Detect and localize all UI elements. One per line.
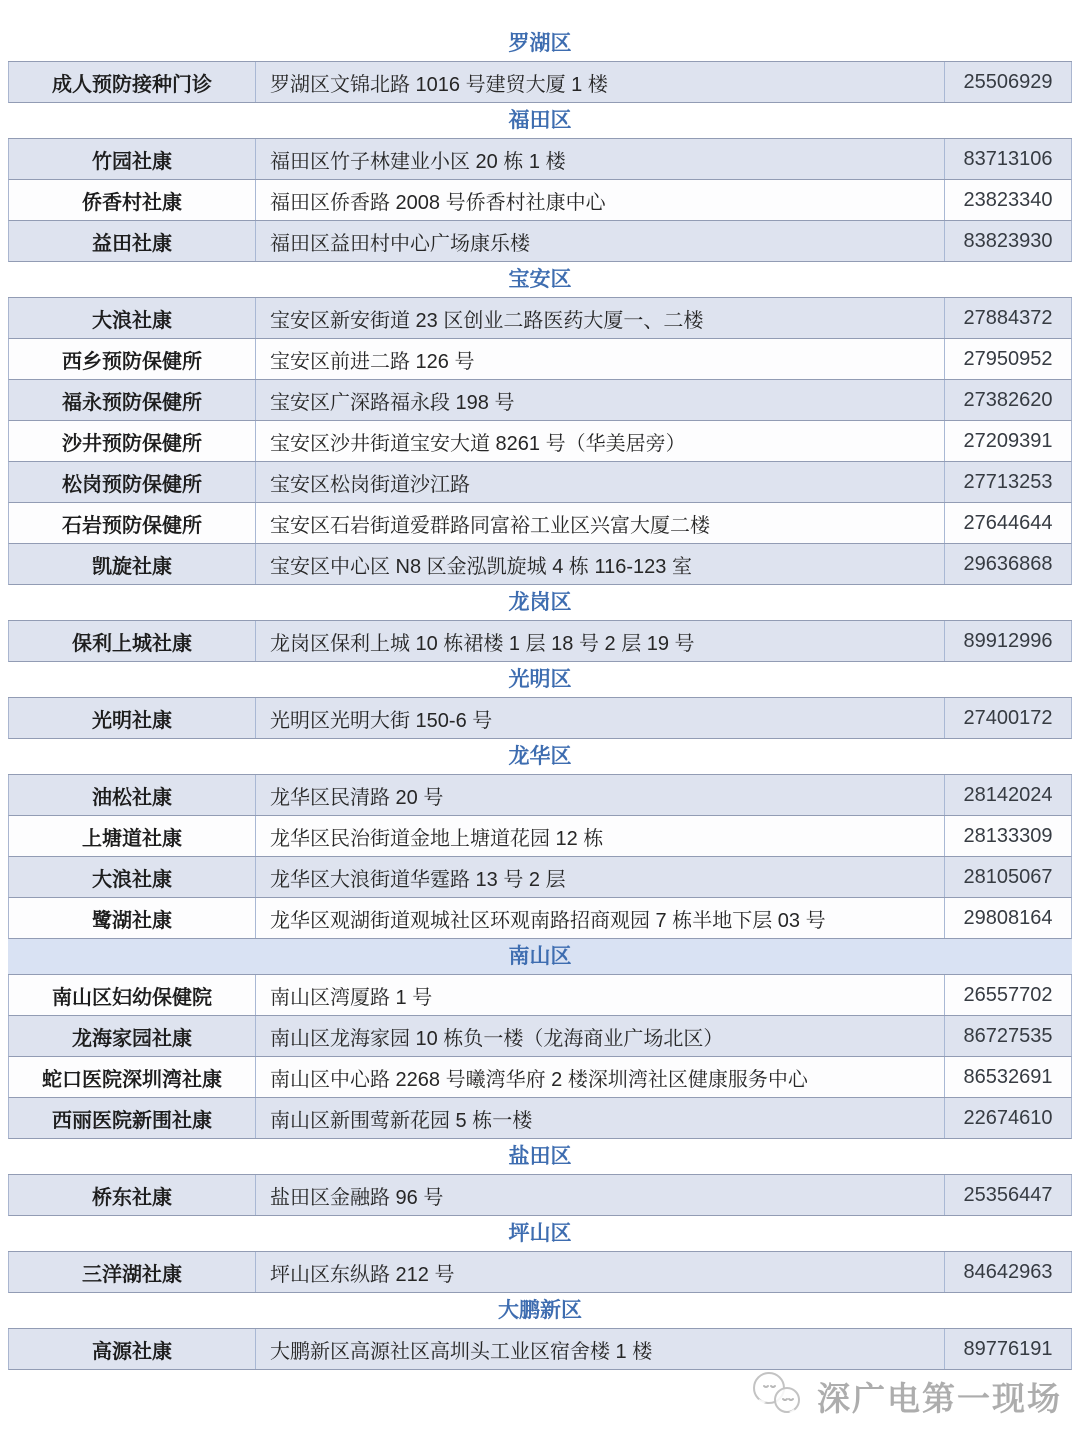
clinic-name-cell: 龙海家园社康 bbox=[9, 1016, 256, 1056]
district-section bbox=[8, 939, 1072, 1139]
table-row bbox=[8, 1016, 1072, 1057]
clinic-name-cell: 竹园社康 bbox=[9, 139, 256, 179]
district-section bbox=[8, 1216, 1072, 1293]
clinic-address-cell: 福田区益田村中心广场康乐楼 bbox=[270, 232, 530, 255]
district-title: 龙华区 bbox=[508, 745, 572, 768]
table-row bbox=[8, 421, 1072, 462]
clinic-phone-cell: 27713253 bbox=[944, 462, 1071, 502]
clinic-phone-cell: 83823930 bbox=[944, 221, 1071, 261]
clinic-phone-cell: 28133309 bbox=[944, 816, 1071, 856]
clinic-name-cell: 成人预防接种门诊 bbox=[9, 62, 256, 102]
table-row bbox=[8, 221, 1072, 262]
table-row bbox=[8, 857, 1072, 898]
district-rows bbox=[8, 1329, 1072, 1370]
table-row bbox=[8, 1098, 1072, 1139]
clinic-name-cell: 高源社康 bbox=[9, 1329, 256, 1369]
clinic-phone-cell: 23823340 bbox=[944, 180, 1071, 220]
district-rows bbox=[8, 621, 1072, 662]
table-row bbox=[8, 298, 1072, 339]
clinic-address-cell: 盐田区金融路 96 号 bbox=[270, 1186, 444, 1209]
clinic-address-cell: 大鹏新区高源社区高圳头工业区宿舍楼 1 楼 bbox=[270, 1340, 653, 1363]
clinic-phone-cell: 28105067 bbox=[944, 857, 1071, 897]
district-title: 龙岗区 bbox=[508, 591, 572, 614]
clinic-address-cell: 宝安区前进二路 126 号 bbox=[270, 350, 475, 373]
clinic-name-cell: 南山区妇幼保健院 bbox=[9, 975, 256, 1015]
table-row bbox=[8, 544, 1072, 585]
table-row bbox=[8, 380, 1072, 421]
clinic-phone-cell: 28142024 bbox=[944, 775, 1071, 815]
clinic-address-cell: 龙华区民清路 20 号 bbox=[270, 786, 444, 809]
table-row bbox=[8, 503, 1072, 544]
table-row bbox=[8, 975, 1072, 1016]
district-header bbox=[8, 26, 1072, 62]
clinic-address-cell: 南山区龙海家园 10 栋负一楼（龙海商业广场北区） bbox=[270, 1027, 724, 1050]
clinic-address-cell: 宝安区中心区 N8 区金泓凯旋城 4 栋 116-123 室 bbox=[270, 555, 692, 578]
clinic-phone-cell: 27209391 bbox=[944, 421, 1071, 461]
clinic-address-cell: 龙华区观湖街道观城社区环观南路招商观园 7 栋半地下层 03 号 bbox=[270, 909, 826, 932]
table-row bbox=[8, 621, 1072, 662]
district-rows bbox=[8, 698, 1072, 739]
clinic-phone-cell: 86727535 bbox=[944, 1016, 1071, 1056]
clinic-name-cell: 石岩预防保健所 bbox=[9, 503, 256, 543]
clinic-address-cell: 南山区中心路 2268 号曦湾华府 2 楼深圳湾社区健康服务中心 bbox=[270, 1068, 808, 1091]
table-row bbox=[8, 898, 1072, 939]
clinic-name-cell: 松岗预防保健所 bbox=[9, 462, 256, 502]
district-header bbox=[8, 585, 1072, 621]
table-row bbox=[8, 698, 1072, 739]
clinic-address-cell: 龙岗区保利上城 10 栋裙楼 1 层 18 号 2 层 19 号 bbox=[270, 632, 695, 655]
district-section bbox=[8, 662, 1072, 739]
clinic-address-cell: 宝安区广深路福永段 198 号 bbox=[270, 391, 515, 414]
district-title: 宝安区 bbox=[508, 268, 572, 291]
clinic-address-cell: 福田区竹子林建业小区 20 栋 1 楼 bbox=[270, 150, 566, 173]
table-row bbox=[8, 339, 1072, 380]
clinic-address-cell: 罗湖区文锦北路 1016 号建贸大厦 1 楼 bbox=[270, 73, 608, 96]
clinic-phone-cell: 25506929 bbox=[944, 62, 1071, 102]
clinic-phone-cell: 25356447 bbox=[944, 1175, 1071, 1215]
clinic-phone-cell: 27382620 bbox=[944, 380, 1071, 420]
clinic-address-cell: 福田区侨香路 2008 号侨香村社康中心 bbox=[270, 191, 606, 214]
table-row bbox=[8, 1252, 1072, 1293]
district-title: 大鹏新区 bbox=[498, 1299, 582, 1322]
clinic-address-cell: 南山区新围莺新花园 5 栋一楼 bbox=[270, 1109, 533, 1132]
clinic-address-cell: 坪山区东纵路 212 号 bbox=[270, 1263, 455, 1286]
clinic-phone-cell: 89776191 bbox=[944, 1329, 1071, 1369]
clinic-phone-cell: 27644644 bbox=[944, 503, 1071, 543]
district-header bbox=[8, 939, 1072, 975]
district-rows bbox=[8, 1252, 1072, 1293]
table-row bbox=[8, 1057, 1072, 1098]
table-row bbox=[8, 462, 1072, 503]
clinic-table bbox=[8, 26, 1072, 1370]
table-row bbox=[8, 1329, 1072, 1370]
district-header bbox=[8, 262, 1072, 298]
watermark bbox=[749, 1370, 1062, 1422]
clinic-phone-cell: 26557702 bbox=[944, 975, 1071, 1015]
clinic-address-cell: 南山区湾厦路 1 号 bbox=[270, 986, 433, 1009]
clinic-phone-cell: 89912996 bbox=[944, 621, 1071, 661]
clinic-phone-cell: 83713106 bbox=[944, 139, 1071, 179]
district-section bbox=[8, 262, 1072, 585]
clinic-phone-cell: 22674610 bbox=[944, 1098, 1071, 1138]
district-section bbox=[8, 739, 1072, 939]
clinic-address-cell: 宝安区新安街道 23 区创业二路医药大厦一、二楼 bbox=[270, 309, 704, 332]
clinic-address-cell: 光明区光明大街 150-6 号 bbox=[270, 709, 493, 732]
clinic-phone-cell: 29636868 bbox=[944, 544, 1071, 584]
clinic-name-cell: 沙井预防保健所 bbox=[9, 421, 256, 461]
clinic-name-cell: 大浪社康 bbox=[9, 298, 256, 338]
clinic-phone-cell: 27884372 bbox=[944, 298, 1071, 338]
district-title: 坪山区 bbox=[508, 1222, 572, 1245]
district-header bbox=[8, 739, 1072, 775]
clinic-address-cell: 宝安区松岗街道沙江路 bbox=[270, 473, 470, 496]
district-rows bbox=[8, 139, 1072, 262]
clinic-name-cell: 西丽医院新围社康 bbox=[9, 1098, 256, 1138]
table-row bbox=[8, 1175, 1072, 1216]
clinic-address-cell: 龙华区大浪街道华霆路 13 号 2 层 bbox=[270, 868, 566, 891]
clinic-name-cell: 凯旋社康 bbox=[9, 544, 256, 584]
district-rows bbox=[8, 775, 1072, 939]
district-rows bbox=[8, 298, 1072, 585]
district-section bbox=[8, 585, 1072, 662]
district-section bbox=[8, 103, 1072, 262]
district-section bbox=[8, 26, 1072, 103]
district-header bbox=[8, 1139, 1072, 1175]
district-title: 光明区 bbox=[508, 668, 572, 691]
clinic-address-cell: 龙华区民治街道金地上塘道花园 12 栋 bbox=[270, 827, 604, 850]
clinic-name-cell: 桥东社康 bbox=[9, 1175, 256, 1215]
clinic-name-cell: 光明社康 bbox=[9, 698, 256, 738]
clinic-name-cell: 大浪社康 bbox=[9, 857, 256, 897]
table-row bbox=[8, 139, 1072, 180]
district-header bbox=[8, 1293, 1072, 1329]
table-row bbox=[8, 62, 1072, 103]
district-section bbox=[8, 1293, 1072, 1370]
clinic-name-cell: 保利上城社康 bbox=[9, 621, 256, 661]
clinic-address-cell: 宝安区沙井街道宝安大道 8261 号（华美居旁） bbox=[270, 432, 686, 455]
clinic-phone-cell: 27400172 bbox=[944, 698, 1071, 738]
district-title: 福田区 bbox=[508, 109, 572, 132]
clinic-name-cell: 三洋湖社康 bbox=[9, 1252, 256, 1292]
table-row bbox=[8, 816, 1072, 857]
clinic-name-cell: 蛇口医院深圳湾社康 bbox=[9, 1057, 256, 1097]
clinic-phone-cell: 86532691 bbox=[944, 1057, 1071, 1097]
clinic-name-cell: 上塘道社康 bbox=[9, 816, 256, 856]
district-title: 盐田区 bbox=[508, 1145, 572, 1168]
clinic-name-cell: 西乡预防保健所 bbox=[9, 339, 256, 379]
district-title: 罗湖区 bbox=[508, 32, 572, 55]
clinic-phone-cell: 84642963 bbox=[944, 1252, 1071, 1292]
chat-bubbles-icon bbox=[749, 1370, 807, 1422]
district-header bbox=[8, 662, 1072, 698]
clinic-name-cell: 鹭湖社康 bbox=[9, 898, 256, 938]
table-row bbox=[8, 775, 1072, 816]
district-rows bbox=[8, 975, 1072, 1139]
clinic-name-cell: 益田社康 bbox=[9, 221, 256, 261]
district-rows bbox=[8, 1175, 1072, 1216]
clinic-name-cell: 油松社康 bbox=[9, 775, 256, 815]
district-section bbox=[8, 1139, 1072, 1216]
table-row bbox=[8, 180, 1072, 221]
clinic-name-cell: 福永预防保健所 bbox=[9, 380, 256, 420]
district-header bbox=[8, 103, 1072, 139]
district-rows bbox=[8, 62, 1072, 103]
district-title: 南山区 bbox=[508, 945, 572, 968]
clinic-address-cell: 宝安区石岩街道爱群路同富裕工业区兴富大厦二楼 bbox=[270, 514, 710, 537]
clinic-phone-cell: 29808164 bbox=[944, 898, 1071, 938]
watermark-text: 深广电第一现场 bbox=[817, 1379, 1062, 1417]
clinic-phone-cell: 27950952 bbox=[944, 339, 1071, 379]
clinic-name-cell: 侨香村社康 bbox=[9, 180, 256, 220]
district-header bbox=[8, 1216, 1072, 1252]
